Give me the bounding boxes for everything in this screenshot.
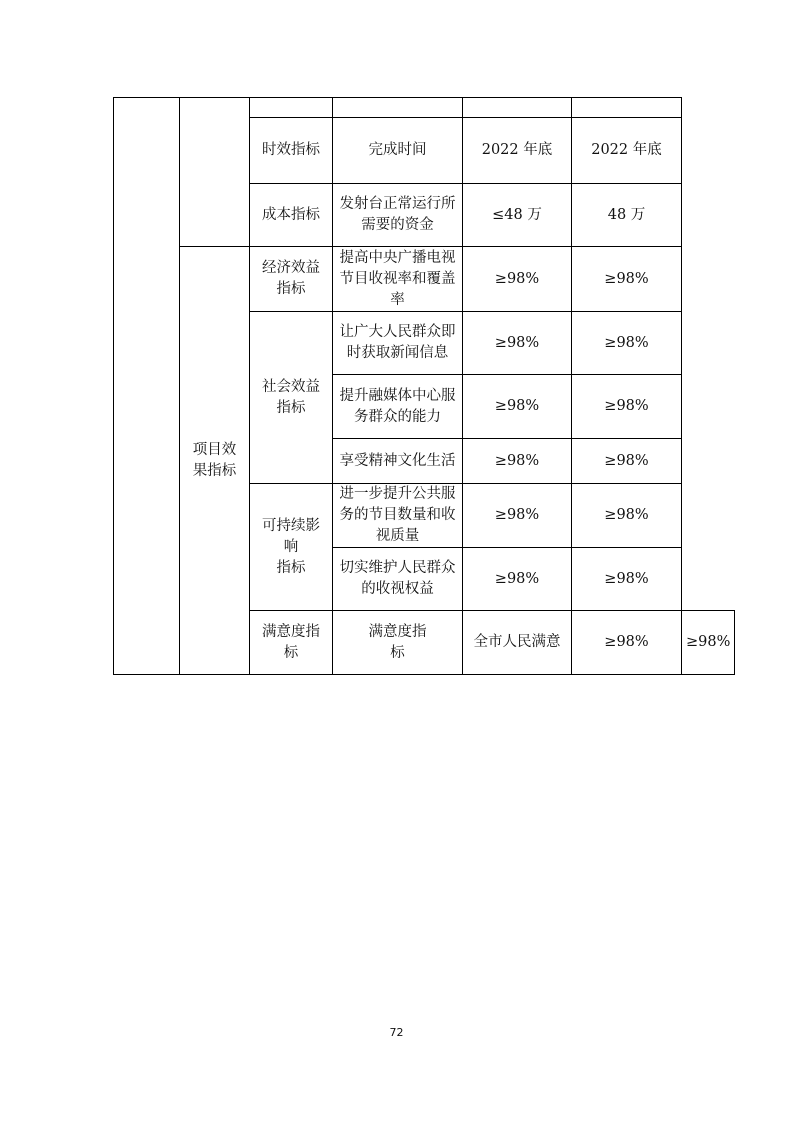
- level3-indicator-label: 满意度指标: [368, 623, 427, 661]
- actual-value: ≥98%: [572, 375, 682, 439]
- indicator-item: 切实维护人民群众的收视权益: [333, 548, 463, 611]
- level3-indicator-label: 响: [283, 538, 299, 555]
- actual-value: ≥98%: [572, 312, 682, 375]
- actual-value: ≥98%: [572, 548, 682, 611]
- target-value: ≥98%: [572, 611, 682, 675]
- indicator-item: 让广大人民群众即时获取新闻信息: [333, 312, 463, 375]
- level3-indicator-label: 社会效益指标: [262, 378, 320, 416]
- level3-indicator-label: 可持续影: [262, 517, 320, 534]
- target-value: ≥98%: [463, 247, 572, 312]
- indicator-item: 提升融媒体中心服务群众的能力: [333, 375, 463, 439]
- indicator-item: 享受精神文化生活: [333, 439, 463, 484]
- level3-indicator: [333, 611, 463, 675]
- page-number: 72: [389, 1026, 404, 1039]
- target-value: ≥98%: [463, 484, 572, 548]
- level2-indicator-label: 满意度指标: [262, 623, 320, 661]
- empty-cell: [463, 98, 572, 118]
- level3-indicator-label: 经济效益指标: [262, 260, 320, 297]
- actual-value: ≥98%: [572, 439, 682, 484]
- target-value: ≥98%: [463, 375, 572, 439]
- actual-value: 2022 年底: [572, 118, 682, 184]
- empty-cell: [572, 98, 682, 118]
- level2-indicator: [250, 611, 333, 675]
- performance-indicator-table: [113, 97, 735, 675]
- empty-cell: [250, 98, 333, 118]
- level3-indicator: 成本指标: [250, 184, 333, 247]
- level2-indicator-label: 项目效果指标: [192, 441, 237, 479]
- target-value: 2022 年底: [463, 118, 572, 184]
- target-value: ≥98%: [463, 548, 572, 611]
- level2-cell: [180, 98, 250, 247]
- target-value: ≤48 万: [463, 184, 572, 247]
- indicator-item: 进一步提升公共服务的节目数量和收视质量: [333, 484, 463, 548]
- actual-value: ≥98%: [572, 484, 682, 548]
- level2-indicator: [180, 247, 250, 675]
- level3-indicator: 时效指标: [250, 118, 333, 184]
- table-row: [114, 98, 735, 118]
- level3-indicator: [250, 247, 333, 312]
- level3-indicator-label: 指标: [276, 559, 306, 576]
- actual-value: ≥98%: [682, 611, 735, 675]
- target-value: ≥98%: [463, 312, 572, 375]
- indicator-item: 发射台正常运行所需要的资金: [333, 184, 463, 247]
- level1-cell: [114, 98, 180, 675]
- actual-value: 48 万: [572, 184, 682, 247]
- level3-indicator: [250, 312, 333, 484]
- indicator-item: 全市人民满意: [463, 611, 572, 675]
- table-row: [114, 247, 735, 312]
- actual-value: ≥98%: [572, 247, 682, 312]
- empty-cell: [333, 98, 463, 118]
- indicator-item: 完成时间: [333, 118, 463, 184]
- level3-indicator: [250, 484, 333, 611]
- indicator-item: 提高中央广播电视节目收视率和覆盖率: [333, 247, 463, 312]
- target-value: ≥98%: [463, 439, 572, 484]
